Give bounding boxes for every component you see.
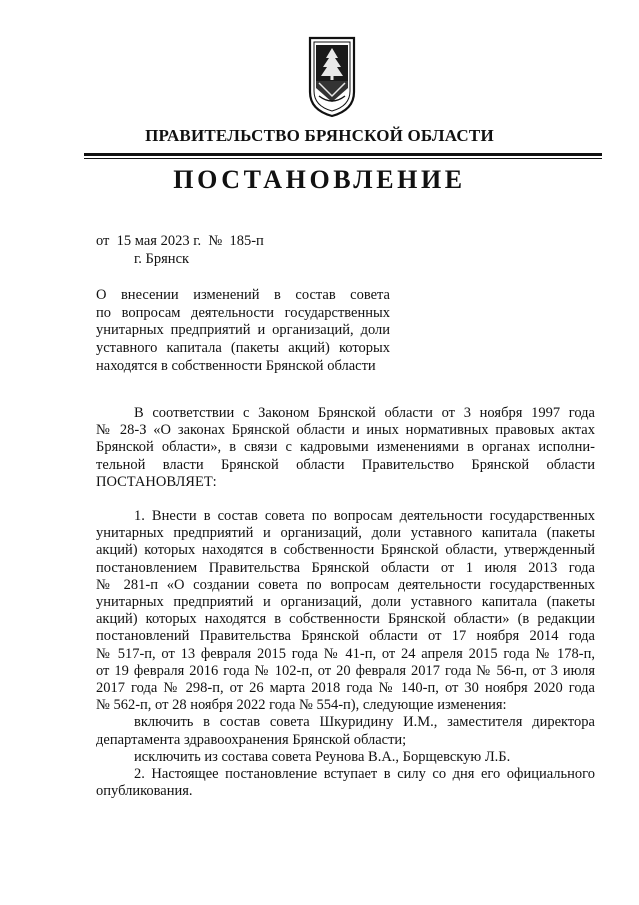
- include-paragraph: [96, 714, 595, 748]
- preamble-paragraph: [96, 405, 595, 491]
- document-title: [96, 287, 390, 376]
- body-line: 1. Внести в состав совета по вопросам деятельности государственных: [134, 508, 595, 525]
- exclude-paragraph: [96, 749, 595, 766]
- title-line: находятся в собственности Брянской области: [96, 357, 376, 374]
- title-line: уставного капитала (пакеты акций) которых: [96, 340, 390, 357]
- title-line: О внесении изменений в состав совета: [96, 287, 390, 303]
- body-line: 2. Настоящее постановление вступает в силу со дня его официального: [134, 766, 595, 783]
- title-line: унитарных предприятий и организаций, доли: [96, 322, 390, 339]
- organization-name: ПРАВИТЕЛЬСТВО БРЯНСКОЙ ОБЛАСТИ: [145, 126, 494, 145]
- city: г. Брянск: [134, 251, 190, 267]
- body-line: постановлением Правительства Брянской области от 1 июля 2013 года: [96, 559, 595, 576]
- body-line: ПОСТАНОВЛЯЕТ:: [96, 473, 217, 490]
- body-line: исключить из состава совета Реунова В.А., Борщевскую Л.Б.: [134, 748, 511, 765]
- body-line: унитарных предприятий и организаций, доли уставного капитала (пакеты: [96, 525, 595, 542]
- body-line: постановлений Правительства Брянской области от 17 ноября 2014 года: [96, 628, 595, 645]
- body-line: 2017 года № 298-п, от 26 марта 2018 года № 140-п, от 30 ноября 2020 года: [96, 680, 595, 697]
- body-line: включить в состав совета Шкуридину И.М., заместителя директора: [134, 714, 595, 731]
- header-rule-thick: [84, 153, 602, 156]
- coat-of-arms-emblem: [307, 36, 357, 118]
- header-rule-thin: [84, 158, 602, 159]
- document-body: [96, 405, 595, 800]
- body-line: тельной власти Брянской области Правительство Брянской области: [96, 456, 595, 473]
- body-line: № 281-п «О создании совета по вопросам деятельности государственных: [96, 576, 595, 593]
- body-line: № 562-п, от 28 ноября 2022 года № 554-п), следующие изменения:: [96, 697, 507, 714]
- body-line: акций) которых находятся в собственности Брянской области, утвержденный: [96, 542, 595, 559]
- body-line: № 28-З «О законах Брянской области и иных нормативных правовых актах: [96, 422, 595, 439]
- body-line: департамента здравоохранения Брянской области;: [96, 731, 407, 748]
- date-and-number: от 15 мая 2023 г. № 185-п: [96, 233, 264, 249]
- body-line: акций) которых находятся в собственности Брянской области» (в редакции: [96, 611, 595, 628]
- body-line: Брянской области», в связи с кадровыми изменениями в органах исполни-: [96, 439, 595, 456]
- item-2-paragraph: [96, 766, 595, 800]
- document-type: ПОСТАНОВЛЕНИЕ: [173, 165, 466, 194]
- title-line: по вопросам деятельности государственных: [96, 304, 390, 321]
- body-line: № 517-п, от 13 февраля 2015 года № 41-п, от 24 апреля 2015 года № 178-п,: [96, 645, 595, 662]
- body-line: унитарных предприятий и организаций, доли уставного капитала (пакеты: [96, 594, 595, 611]
- body-line: от 19 февраля 2016 года № 102-п, от 20 февраля 2017 года № 56-п, от 3 июля: [96, 662, 595, 679]
- body-line: опубликования.: [96, 783, 193, 800]
- body-line: В соответствии с Законом Брянской области от 3 ноября 1997 года: [134, 405, 595, 421]
- item-1-paragraph: [96, 508, 595, 714]
